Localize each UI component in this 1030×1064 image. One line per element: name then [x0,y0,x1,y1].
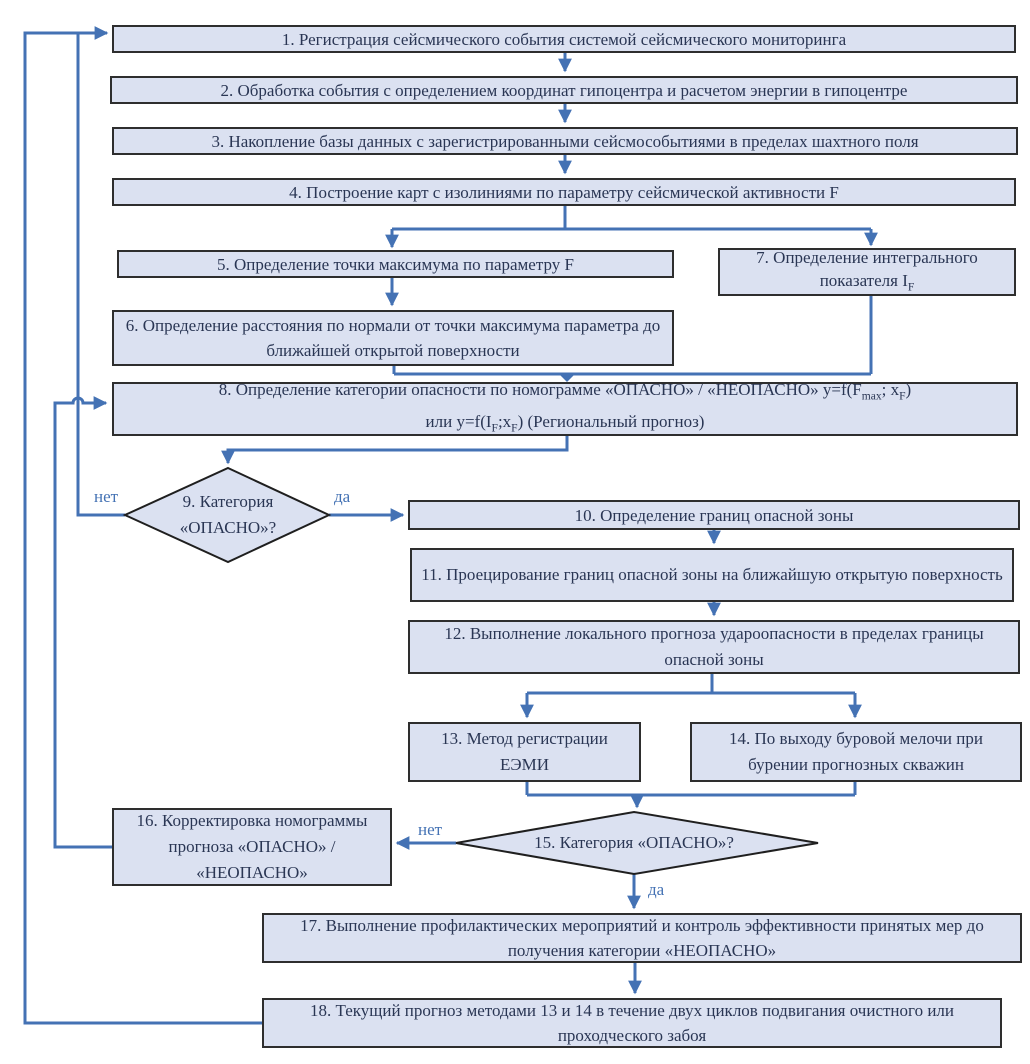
decision-15-label: 15. Категория «ОПАСНО»? [534,833,734,852]
step-7-box [718,248,1016,296]
step-12-label: 12. Выполнение локального прогноза удароопасности в пределах границы опасной зоны [444,624,984,669]
step-10-label: 10. Определение границ опасной зоны [574,505,854,525]
step-18-box [262,998,1002,1048]
step-14-box [690,722,1022,782]
decision-9-label: 9. Категория «ОПАСНО»? [179,492,277,537]
step-16-label: 16. Корректировка номограммы прогноза «ОПАСНО» / «НЕОПАСНО» [136,811,368,882]
step-11-label: 11. Проецирование границ опасной зоны на ближайшую открытую поверхность [421,565,1003,584]
step-14-label: 14. По выходу буровой мелочи при бурении прогнозных скважин [729,729,983,774]
step-17-box [262,913,1022,963]
step-16-box [112,808,392,886]
step-6-label: 6. Определение расстояния по нормали от точки максимума параметра до ближайшей открытой поверхности [125,316,661,360]
step-17-label: 17. Выполнение профилактических мероприятий и контроль эффективности принятых мер до получения категории «НЕОПАСНО» [300,916,984,960]
step-1-label: 1. Регистрация сейсмического события системой сейсмического мониторинга [281,29,847,49]
step-10-box [408,500,1020,530]
step-13-box [408,722,641,782]
connector-16-loop-8 [55,398,112,847]
connector-4-split [392,206,871,229]
step-2-label: 2. Обработка события с определением координат гипоцентра и расчетом энергии в гипоцентре [220,80,908,100]
step-13-label: 13. Метод регистрации ЕЭМИ [441,729,608,774]
step-5-label: 5. Определение точки максимума по параметру F [217,254,574,274]
step-8-label: 8. Определение категории опасности по номограмме «ОПАСНО» / «НЕОПАСНО» $y=f(F_{max}$; $x_F$) или $y=f(I_F;x_F)$ (Региональный прогноз) [218,379,912,435]
connector-13-14-merge [527,782,855,795]
decision-15-no-label: нет [418,820,443,839]
step-3-box [112,127,1018,155]
step-1-box [112,25,1016,53]
step-12-box [408,620,1020,674]
step-18-label: 18. Текущий прогноз методами 13 и 14 в течение двух циклов подвигания очистного или проходческого забоя [309,1001,955,1045]
step-7-label: 7. Определение интегрального показателя $I_F$ [756,247,978,294]
step-4-label: 4. Построение карт с изолиниями по параметру сейсмической активности F [289,182,839,202]
decision-9-yes-label: да [334,487,351,506]
decision-15-yes-label: да [648,880,665,899]
step-11-box [410,548,1014,602]
connector-12-split [527,674,855,693]
step-8-box [112,379,1018,436]
step-5-box [117,250,674,278]
step-2-box [110,76,1018,104]
step-3-label: 3. Накопление базы данных с зарегистрированными сейсмособытиями в пределах шахтного поля [211,131,919,151]
step-4-box [112,178,1016,206]
decision-9-no-label: нет [94,487,119,506]
step-6-box [112,310,674,366]
